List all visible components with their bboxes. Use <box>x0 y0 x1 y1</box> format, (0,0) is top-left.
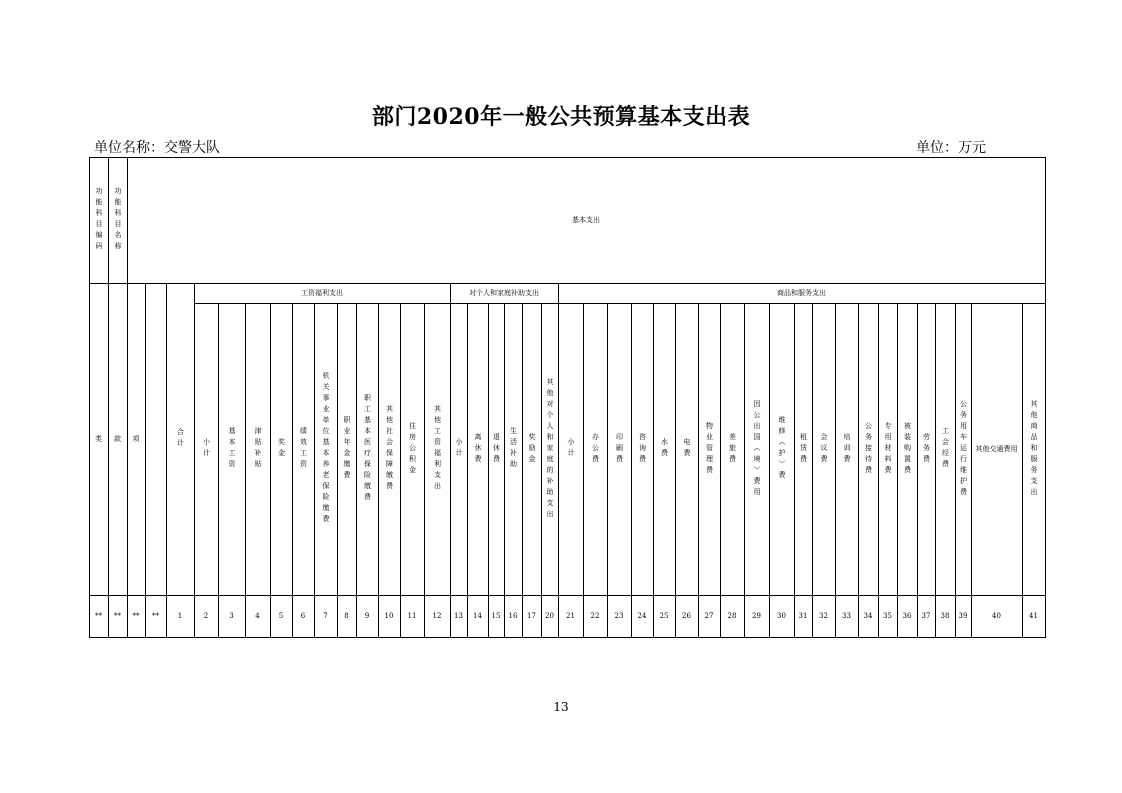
column-header-24 <box>631 303 653 595</box>
column-code-14 <box>467 595 488 637</box>
basic-expenditure-header <box>127 157 1045 283</box>
column-code-8 <box>337 595 356 637</box>
column-header-40 <box>971 303 1022 595</box>
wage-group-header-text: 工资福利支出 <box>301 288 343 297</box>
xiang-header <box>127 283 145 595</box>
column-header-29 <box>744 303 769 595</box>
column-header-10-text: 其他社会保障缴费 <box>385 405 394 493</box>
column-header-35 <box>878 303 897 595</box>
column-header-22 <box>583 303 607 595</box>
column-header-23-text: 印刷费 <box>615 432 624 466</box>
column-header-37-text: 劳务费 <box>922 432 931 466</box>
column-header-20-text: 其他对个人和家庭的补助支出 <box>546 377 554 521</box>
column-header-16-text: 生活补助 <box>509 427 518 471</box>
column-code-31 <box>794 595 812 637</box>
table-rule <box>450 283 451 638</box>
unit-name-label: 单位名称：交警大队 <box>94 140 220 156</box>
column-header-23 <box>607 303 631 595</box>
column-header-4-text: 津贴补贴 <box>254 427 262 471</box>
column-header-39-text: 公务用车运行维护费 <box>959 399 968 499</box>
column-header-27 <box>698 303 720 595</box>
column-code-24 <box>631 595 653 637</box>
column-code-3 <box>218 595 245 637</box>
column-header-14-text: 离休费 <box>474 432 482 466</box>
column-header-34-text: 公务接待费 <box>864 421 873 477</box>
column-header-26 <box>675 303 698 595</box>
page-title: 部门2020年一般公共预算基本支出表 <box>371 104 751 130</box>
column-code-39 <box>955 595 971 637</box>
column-rule <box>522 303 523 638</box>
column-header-34 <box>858 303 878 595</box>
column-code-12 <box>424 595 450 637</box>
column-rule <box>145 283 146 638</box>
column-rule <box>653 303 654 638</box>
column-rule <box>270 303 271 638</box>
code-total <box>166 595 194 637</box>
column-rule <box>245 303 246 638</box>
column-code-20-text: 20 <box>545 611 554 620</box>
code-xiang-text: ** <box>132 611 140 620</box>
column-rule <box>218 303 219 638</box>
column-code-32 <box>812 595 835 637</box>
table-rule <box>89 283 1046 284</box>
column-header-21 <box>558 303 583 595</box>
column-rule <box>583 303 584 638</box>
column-code-40-text: 40 <box>992 611 1001 620</box>
column-rule <box>698 303 699 638</box>
column-header-12 <box>424 303 450 595</box>
column-code-17-text: 17 <box>527 611 536 620</box>
column-code-16 <box>504 595 522 637</box>
column-header-2-text: 小计 <box>202 438 211 460</box>
table-rule <box>558 283 559 638</box>
column-header-41 <box>1022 303 1045 595</box>
column-rule <box>917 303 918 638</box>
column-rule <box>378 303 379 638</box>
column-code-29-text: 29 <box>752 611 761 620</box>
column-header-33-text: 培训费 <box>843 432 851 466</box>
column-code-38 <box>935 595 955 637</box>
table-right-border <box>1045 157 1046 638</box>
func-code-header <box>89 157 108 283</box>
column-code-7 <box>314 595 337 637</box>
goods-group-header-text: 商品和服务支出 <box>777 288 826 297</box>
column-header-15-text: 退休费 <box>492 432 501 466</box>
column-code-35 <box>878 595 897 637</box>
column-rule <box>356 303 357 638</box>
column-code-23-text: 23 <box>614 611 624 620</box>
column-rule <box>194 283 195 638</box>
table-rule <box>127 157 128 284</box>
column-rule <box>314 303 315 638</box>
column-header-28-text: 差旅费 <box>728 432 737 466</box>
column-rule <box>858 303 859 638</box>
column-code-35-text: 35 <box>883 611 892 620</box>
code-kuan-text: ** <box>114 611 121 620</box>
column-header-31-text: 租赁费 <box>799 432 808 466</box>
column-code-3-text: 3 <box>229 611 234 620</box>
column-rule <box>631 303 632 638</box>
family-group-header <box>450 283 558 303</box>
column-code-22 <box>583 595 607 637</box>
column-header-7 <box>314 303 337 595</box>
column-rule <box>971 303 972 638</box>
column-header-24-text: 咨询费 <box>638 432 647 466</box>
page-number: 13 <box>553 700 569 714</box>
column-rule <box>812 303 813 638</box>
column-code-15-text: 15 <box>491 611 501 620</box>
column-code-11-text: 11 <box>407 611 417 620</box>
column-header-27-text: 物业管理费 <box>705 421 714 477</box>
column-code-10 <box>378 595 400 637</box>
column-header-36-text: 被装购置费 <box>903 421 912 477</box>
func-name-header-text: 功能科目名称 <box>114 187 122 253</box>
column-code-16-text: 16 <box>508 611 518 620</box>
column-code-30 <box>769 595 794 637</box>
column-header-3 <box>218 303 245 595</box>
column-header-36 <box>897 303 917 595</box>
column-rule <box>744 303 745 638</box>
column-header-10 <box>378 303 400 595</box>
code-lei-text: ** <box>95 611 102 620</box>
func-name-header <box>108 157 127 283</box>
column-code-21-text: 21 <box>566 611 575 620</box>
column-code-6-text: 6 <box>300 611 306 620</box>
column-code-31-text: 31 <box>798 611 808 620</box>
table-rule <box>194 303 1046 304</box>
column-code-9 <box>356 595 378 637</box>
column-header-25-text: 水费 <box>660 438 669 460</box>
column-code-7-text: 7 <box>323 611 328 620</box>
column-code-24-text: 24 <box>637 611 647 620</box>
family-group-header-text: 对个人和家庭补助支出 <box>469 288 539 297</box>
lei-header <box>89 283 108 595</box>
column-header-6-text: 绩效工资 <box>299 427 308 471</box>
column-code-17 <box>522 595 541 637</box>
column-code-38-text: 38 <box>940 611 950 620</box>
column-code-25-text: 25 <box>659 611 669 620</box>
column-header-11 <box>400 303 424 595</box>
column-code-36 <box>897 595 917 637</box>
column-code-33-text: 33 <box>842 611 851 620</box>
column-header-7-text: 机关事业单位基本养老保险缴费 <box>322 372 330 526</box>
column-header-25 <box>653 303 675 595</box>
table-bottom-border <box>89 637 1046 638</box>
column-header-37 <box>917 303 935 595</box>
column-header-9-text: 职工基本医疗保险缴费 <box>363 394 372 504</box>
wage-group-header <box>194 283 450 303</box>
column-header-21-text: 小计 <box>567 438 575 460</box>
column-header-41-text: 其他商品和服务支出 <box>1030 399 1038 499</box>
column-header-22-text: 办公费 <box>591 432 600 466</box>
column-header-32 <box>812 303 835 595</box>
column-code-37 <box>917 595 935 637</box>
column-code-9-text: 9 <box>364 611 370 620</box>
column-header-40-text: 其他交通费用 <box>975 444 1018 453</box>
column-code-39-text: 39 <box>958 611 968 620</box>
column-header-15 <box>488 303 504 595</box>
column-header-14 <box>467 303 488 595</box>
column-rule <box>467 303 468 638</box>
lei-header-text: 类 <box>95 434 102 443</box>
column-header-13-text: 小计 <box>455 438 463 460</box>
column-code-11 <box>400 595 424 637</box>
column-code-41-text: 41 <box>1029 611 1038 620</box>
column-header-33 <box>835 303 858 595</box>
column-header-5-text: 奖金 <box>277 438 286 460</box>
column-header-13 <box>450 303 467 595</box>
table-top-border <box>89 157 1046 158</box>
column-header-39 <box>955 303 971 595</box>
column-header-11-text: 住房公积金 <box>408 421 417 477</box>
goods-group-header <box>558 283 1045 303</box>
column-header-4 <box>245 303 270 595</box>
column-code-13 <box>450 595 467 637</box>
column-rule <box>955 303 956 638</box>
column-header-30-text: 维修（护）费 <box>778 416 786 482</box>
column-code-15 <box>488 595 504 637</box>
column-code-34-text: 34 <box>863 611 873 620</box>
column-header-29-text: 因公出国（境）费用 <box>753 399 761 499</box>
column-code-13-text: 13 <box>454 611 463 620</box>
column-code-41 <box>1022 595 1045 637</box>
code-total-text: 1 <box>177 611 183 620</box>
column-rule <box>835 303 836 638</box>
column-code-2 <box>194 595 218 637</box>
column-rule <box>108 283 109 638</box>
column-rule <box>1022 303 1023 638</box>
column-rule <box>558 303 559 638</box>
column-header-32-text: 会议费 <box>820 432 828 466</box>
column-rule <box>424 303 425 638</box>
column-rule <box>720 303 721 638</box>
column-rule <box>675 303 676 638</box>
column-header-20 <box>541 303 558 595</box>
column-code-20 <box>541 595 558 637</box>
column-rule <box>292 303 293 638</box>
column-code-37-text: 37 <box>921 611 931 620</box>
code-kuan <box>108 595 127 637</box>
column-code-32-text: 32 <box>819 611 828 620</box>
column-header-38-text: 工会经费 <box>941 427 950 471</box>
column-code-29 <box>744 595 769 637</box>
code-blank <box>145 595 166 637</box>
column-code-5 <box>270 595 292 637</box>
column-code-4 <box>245 595 270 637</box>
column-header-16 <box>504 303 522 595</box>
column-rule <box>935 303 936 638</box>
func-code-header-text: 功能科目编码 <box>95 187 103 253</box>
column-header-30 <box>769 303 794 595</box>
table-rule <box>89 595 1046 596</box>
total-header <box>166 283 194 595</box>
column-header-6 <box>292 303 314 595</box>
column-code-12-text: 12 <box>432 611 442 620</box>
table-rule <box>108 157 109 284</box>
column-rule <box>794 303 795 638</box>
column-code-22-text: 22 <box>590 611 600 620</box>
column-rule <box>541 303 542 638</box>
basic-expenditure-header-text: 基本支出 <box>572 215 600 224</box>
code-xiang <box>127 595 145 637</box>
code-blank-text: ** <box>152 611 159 620</box>
column-header-12-text: 其他工资福利支出 <box>433 405 442 493</box>
kuan-header-text: 款 <box>114 434 121 443</box>
column-header-26-text: 电费 <box>683 438 691 460</box>
column-code-25 <box>653 595 675 637</box>
currency-unit-label: 单位：万元 <box>916 140 986 156</box>
column-code-34 <box>858 595 878 637</box>
code-lei <box>89 595 108 637</box>
column-rule <box>504 303 505 638</box>
column-code-4-text: 4 <box>255 611 260 620</box>
column-rule <box>127 283 128 638</box>
column-code-6 <box>292 595 314 637</box>
column-header-17-text: 奖励金 <box>528 432 536 466</box>
column-rule <box>400 303 401 638</box>
kuan-header <box>108 283 127 595</box>
column-rule <box>488 303 489 638</box>
column-header-5 <box>270 303 292 595</box>
column-header-2 <box>194 303 218 595</box>
column-header-3-text: 基本工资 <box>228 427 236 471</box>
column-header-28 <box>720 303 744 595</box>
table-left-border <box>89 157 90 638</box>
column-rule <box>897 303 898 638</box>
column-header-35-text: 专用材料费 <box>884 421 892 477</box>
column-code-23 <box>607 595 631 637</box>
column-header-17 <box>522 303 541 595</box>
column-rule <box>607 303 608 638</box>
column-code-26 <box>675 595 698 637</box>
xiang-header-text: 项 <box>132 434 140 443</box>
column-code-36-text: 36 <box>902 611 912 620</box>
column-header-9 <box>356 303 378 595</box>
column-code-26-text: 26 <box>682 611 691 620</box>
column-code-5-text: 5 <box>278 611 284 620</box>
column-code-28 <box>720 595 744 637</box>
column-header-38 <box>935 303 955 595</box>
column-header-31 <box>794 303 812 595</box>
column-code-33 <box>835 595 858 637</box>
column-rule <box>878 303 879 638</box>
column-code-10-text: 10 <box>384 611 394 620</box>
column-code-30-text: 30 <box>777 611 786 620</box>
column-code-2-text: 2 <box>203 611 209 620</box>
column-header-8-text: 职业年金缴费 <box>343 416 351 482</box>
column-rule <box>450 303 451 638</box>
column-rule <box>166 283 167 638</box>
column-code-14-text: 14 <box>473 611 482 620</box>
column-code-28-text: 28 <box>727 611 737 620</box>
column-code-40 <box>971 595 1022 637</box>
column-header-8 <box>337 303 356 595</box>
column-code-27 <box>698 595 720 637</box>
column-rule <box>769 303 770 638</box>
column-rule <box>337 303 338 638</box>
column-code-27-text: 27 <box>704 611 714 620</box>
column-code-8-text: 8 <box>344 611 349 620</box>
total-header-text: 合计 <box>176 428 185 450</box>
column-code-21 <box>558 595 583 637</box>
